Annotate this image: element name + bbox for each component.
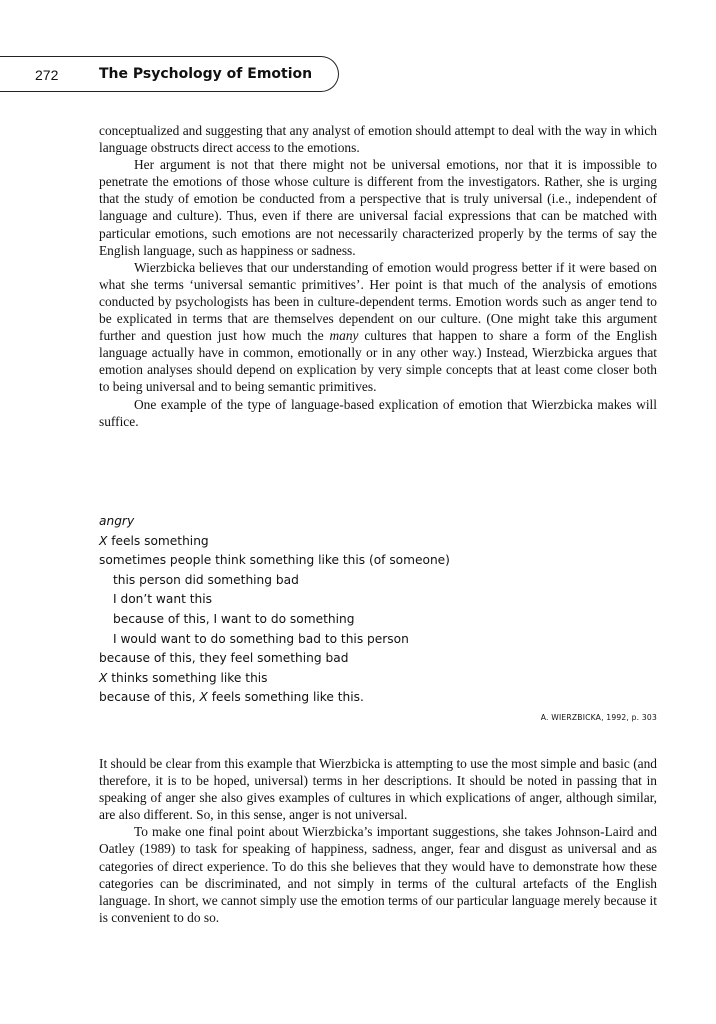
paragraph: conceptualized and suggesting that any analyst of emotion should attempt to deal with the way in which language obstructs direct access to the emotions.: [99, 123, 657, 156]
emphasis: many: [329, 328, 359, 344]
explication-line: I would want to do something bad to this person: [113, 631, 409, 646]
paragraph: Her argument is not that there might not be universal emotions, nor that it is impossible to penetrate the emotions of those whose culture is different from the investigators. Rather, she is urging that the study of emotion be conducted from a perspective that is truly universal (i.e., independent of language and culture). Thus, even if there are universal facial expressions that can be matched with particular emotions, such emotions are not necessarily characterized properly by the terms of say the English language, such as happiness or sadness.: [99, 157, 657, 258]
line-text: feels something like this.: [207, 690, 364, 705]
explication-term: [99, 512, 659, 532]
explication-line: I don’t want this: [113, 592, 212, 607]
text-span: Wierzbicka believes that our understanding of emotion would progress better if it were based on what she terms ‘universal semantic primitives’. Her point is that much of the analysis of emotions conducted by psychologists has been in culture-dependent terms. Emotion words such as anger tend to be explicated in terms that are themselves dependent on our culture. (One might take this argument further and question just how much the: [99, 259, 657, 344]
explication-block: [99, 512, 659, 708]
body-text-bottom: [99, 755, 657, 926]
paragraph: To make one final point about Wierzbicka’s important suggestions, she takes Johnson-Laird and Oatley (1989) to task for speaking of happiness, sadness, anger, fear and disgust as universal and as categories of direct experience. To do this she believes that they would have to demonstrate how these categories can be discriminated, and not simply in terms of the cultural artefacts of the English language. In short, we cannot simply use the emotion terms of our particular language merely because it is convenient to do so.: [99, 824, 657, 925]
explication-line: because of this, I want to do something: [113, 611, 355, 626]
variable-x: X: [99, 670, 108, 685]
line-text: feels something: [107, 533, 209, 548]
explication-line: [99, 669, 659, 689]
page-number: 272: [35, 67, 59, 83]
explication-line: sometimes people think something like this (of someone): [99, 553, 450, 568]
paragraph: It should be clear from this example that Wierzbicka is attempting to use the most simple and basic (and therefore, it is to be hoped, universal) terms in her descriptions. It should be noted in passing that in speaking of anger she also gives examples of cultures in which explications of anger, although similar, are also different. So, in this sense, anger is not universal.: [99, 756, 657, 823]
text-span: cultures that happen to share a form of the English language actually have in common, emotionally or in any other way.) Instead, Wierzbicka argues that emotion analyses should depend on explication by very simple concepts that at least come closer both to being universal and to being semantic primitives.: [99, 328, 658, 395]
running-title: The Psychology of Emotion: [99, 66, 313, 82]
citation: A. WIERZBICKA, 1992, p. 303: [540, 713, 657, 722]
variable-x: X: [99, 533, 108, 548]
term-word: angry: [99, 514, 135, 528]
explication-line: because of this, they feel something bad: [99, 651, 349, 666]
paragraph: [99, 259, 657, 396]
explication-line: [99, 532, 659, 552]
body-text-top: [99, 122, 657, 430]
explication-line: [99, 688, 659, 708]
paragraph: One example of the type of language-based explication of emotion that Wierzbicka makes will suffice.: [99, 396, 657, 429]
line-text: thinks something like this: [107, 670, 268, 685]
variable-x: X: [199, 690, 208, 705]
explication-line: this person did something bad: [113, 572, 299, 587]
line-text: because of this,: [99, 690, 200, 705]
